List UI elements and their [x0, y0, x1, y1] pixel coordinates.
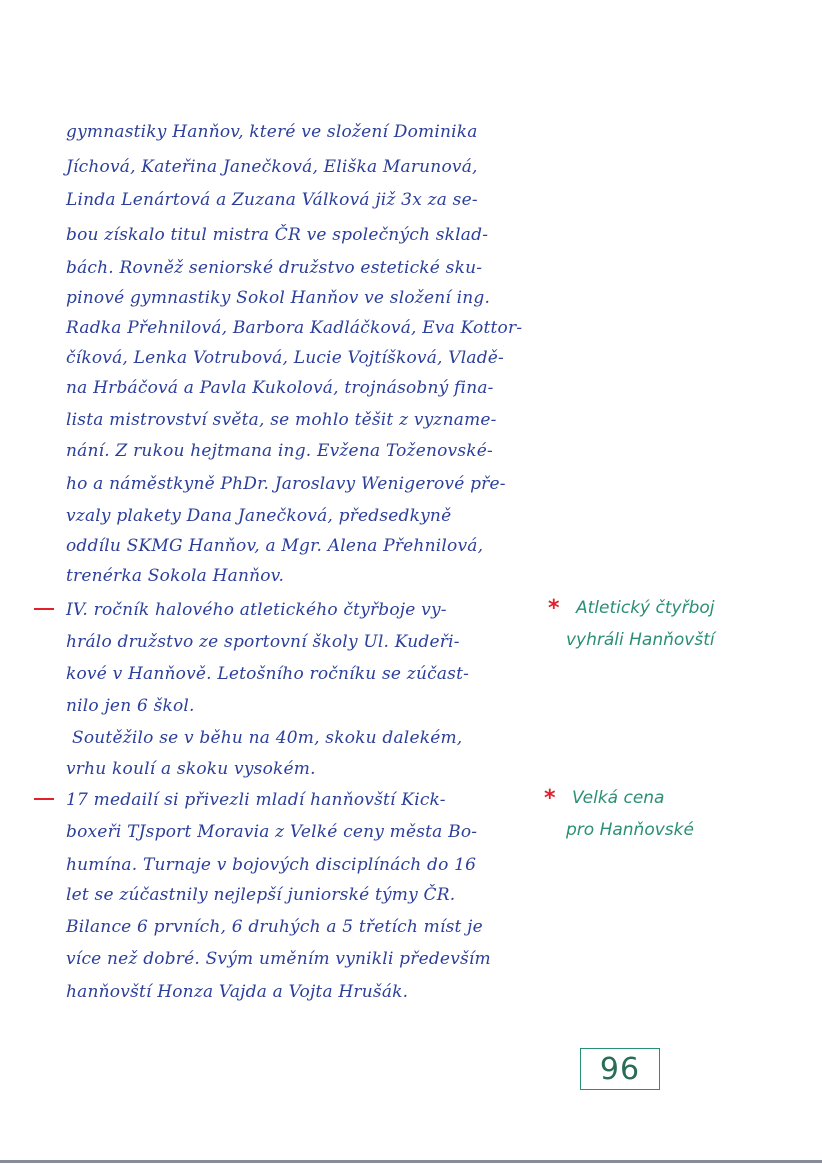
page-number-box	[580, 1048, 660, 1090]
text-line: Jíchová, Kateřina Janečková, Eliška Marunová,	[66, 157, 478, 177]
margin-note-star-icon: *	[544, 786, 556, 811]
text-line: hrálo družstvo ze sportovní školy Ul. Kudeři-	[66, 632, 460, 652]
margin-note-star-icon: *	[548, 596, 560, 621]
text-line: pinové gymnastiky Sokol Hanňov ve složení ing.	[66, 288, 491, 308]
margin-note-line: vyhráli Hanňovští	[566, 630, 715, 650]
text-line: 17 medailí si přivezli mladí hanňovští Kick-	[66, 790, 446, 810]
text-line: let se zúčastnily nejlepší juniorské týmy ČR.	[66, 885, 456, 905]
text-line: číková, Lenka Votrubová, Lucie Vojtíšková, Vladě-	[66, 348, 504, 368]
text-line: IV. ročník halového atletického čtyřboje vy-	[66, 600, 447, 620]
text-line: ho a náměstkyně PhDr. Jaroslavy Wenigerové pře-	[66, 474, 506, 494]
margin-note-line: pro Hanňovské	[566, 820, 694, 840]
text-line: gymnastiky Hanňov, které ve složení Dominika	[66, 122, 478, 142]
text-line: nilo jen 6 škol.	[66, 696, 195, 716]
text-line: bou získalo titul mistra ČR ve společných sklad-	[66, 225, 489, 245]
text-line: oddílu SKMG Hanňov, a Mgr. Alena Přehnilová,	[66, 536, 484, 556]
text-line: humína. Turnaje v bojových disciplínách do 16	[66, 855, 477, 875]
text-line: Bilance 6 prvních, 6 druhých a 5 třetích míst je	[66, 917, 483, 937]
text-line: boxeři TJsport Moravia z Velké ceny města Bo-	[66, 822, 478, 842]
text-line: Soutěžilo se v běhu na 40m, skoku dalekém,	[72, 728, 463, 748]
text-line: bách. Rovněž seniorské družstvo estetické sku-	[66, 258, 483, 278]
text-line: nání. Z rukou hejtmana ing. Evžena Toženovské-	[66, 441, 493, 461]
margin-note-line: Velká cena	[572, 788, 665, 808]
text-line: kové v Hanňově. Letošního ročníku se zúčast-	[66, 664, 470, 684]
text-line: Radka Přehnilová, Barbora Kadláčková, Eva Kottor-	[66, 318, 523, 338]
paragraph-marker-dash	[34, 608, 54, 610]
paragraph-marker-dash	[34, 798, 54, 800]
text-line: vzaly plakety Dana Janečková, předsedkyně	[66, 506, 452, 526]
text-line: Linda Lenártová a Zuzana Válková již 3x za se-	[66, 190, 478, 210]
text-line: více než dobré. Svým uměním vynikli především	[66, 949, 491, 969]
text-line: trenérka Sokola Hanňov.	[66, 566, 285, 586]
text-line: hanňovští Honza Vajda a Vojta Hrušák.	[66, 982, 409, 1002]
text-line: vrhu koulí a skoku vysokém.	[66, 759, 316, 779]
scan-edge-line	[0, 1160, 822, 1163]
margin-note-line: Atletický čtyřboj	[576, 598, 715, 618]
text-line: na Hrbáčová a Pavla Kukolová, trojnásobný fina-	[66, 378, 494, 398]
page-number: 96	[599, 1051, 641, 1087]
text-line: lista mistrovství světa, se mohlo těšit z vyzname-	[66, 410, 497, 430]
